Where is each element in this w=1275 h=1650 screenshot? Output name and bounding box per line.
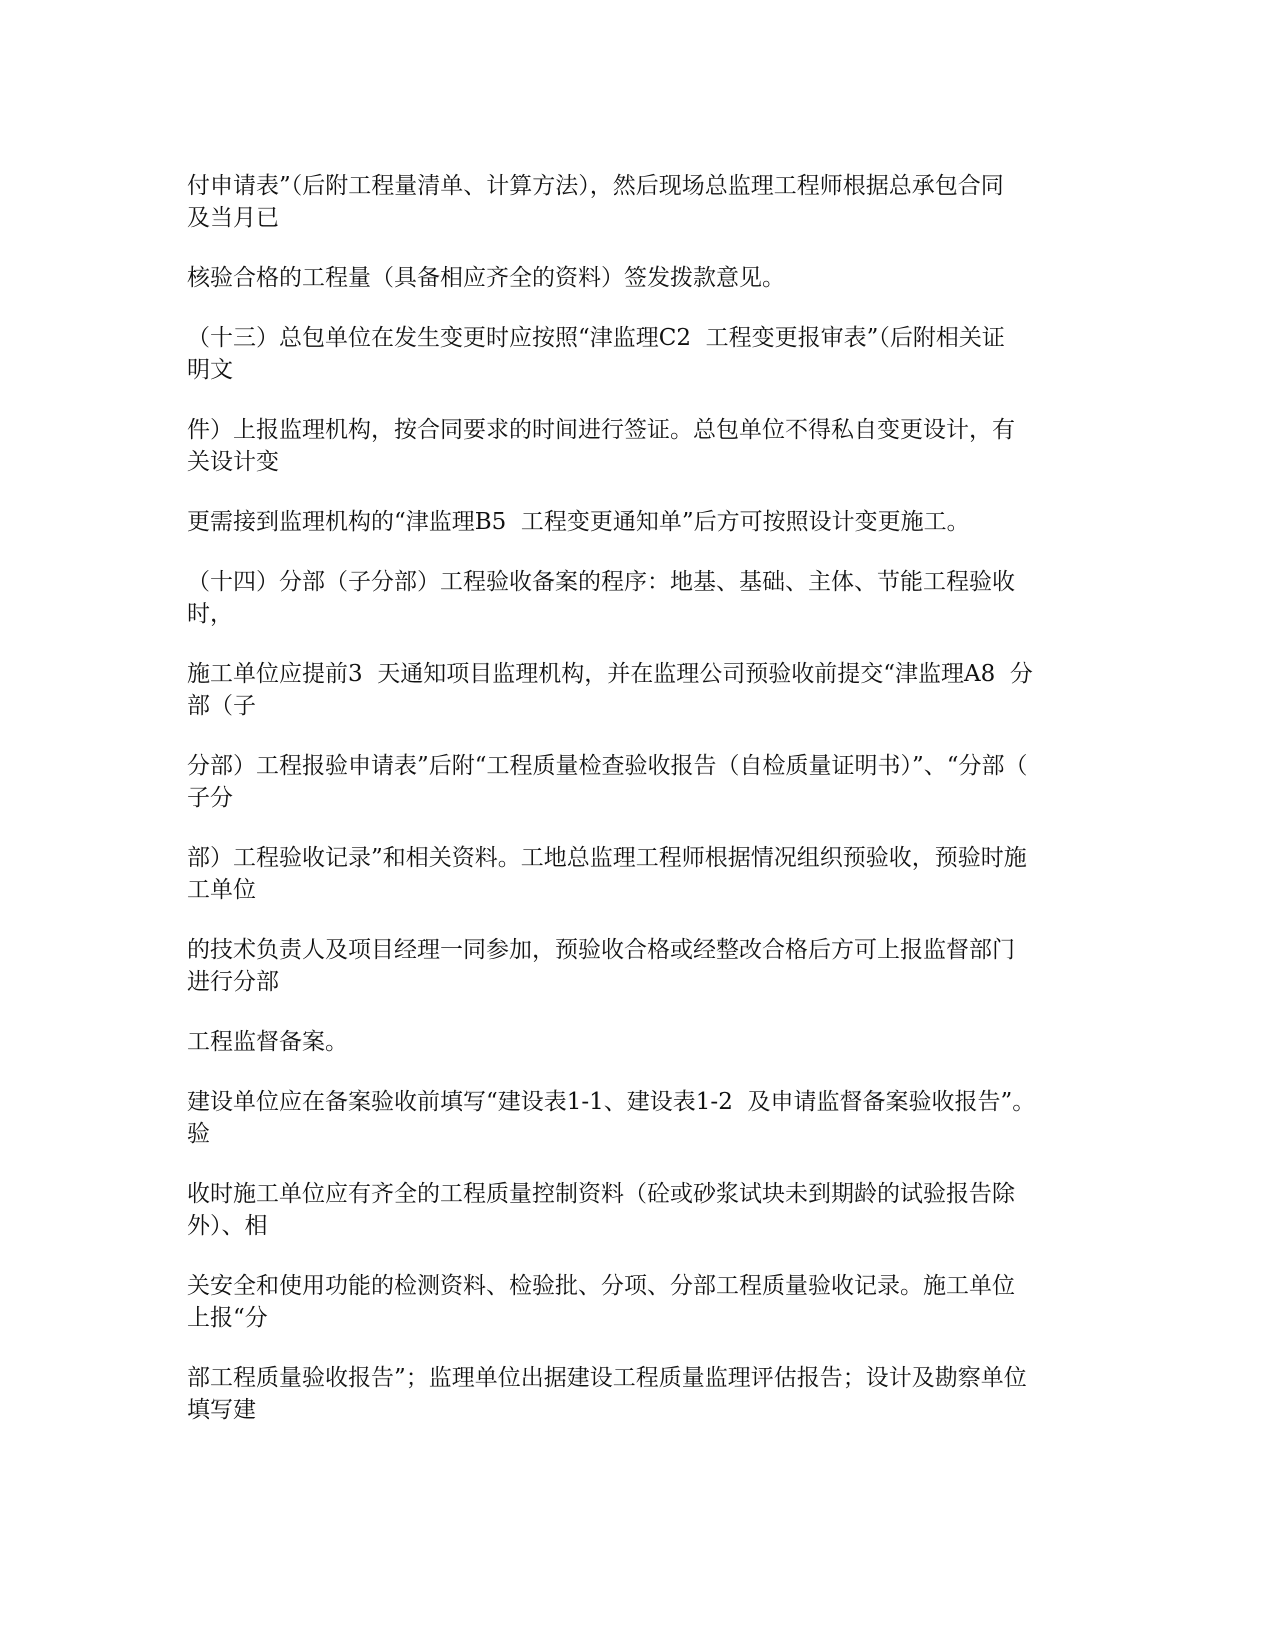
paragraph: [187, 322, 1087, 386]
paragraph: [187, 566, 1087, 630]
paragraph-line: 工程监督备案。: [187, 1029, 348, 1055]
paragraph-line: 进行分部: [187, 969, 279, 995]
paragraph-line: 付申请表”（后附工程量清单、计算方法），然后现场总监理工程师根据总承包合同: [187, 173, 1004, 199]
paragraph-line: 时，: [187, 601, 233, 627]
paragraph-line: 施工单位应提前3 天通知项目监理机构，并在监理公司预验收前提交“津监理A8 分: [187, 661, 1033, 687]
paragraph-line: 验: [187, 1121, 210, 1147]
paragraph-line: 关安全和使用功能的检测资料、检验批、分项、分部工程质量验收记录。施工单位: [187, 1273, 1015, 1299]
paragraph-line: 更需接到监理机构的“津监理B5 工程变更通知单”后方可按照设计变更施工。: [187, 509, 970, 535]
paragraph: [187, 750, 1087, 814]
document-body: [187, 170, 1087, 1454]
paragraph-line: 分部）工程报验申请表”后附“工程质量检查验收报告（自检质量证明书）”、“分部（: [187, 753, 1028, 779]
paragraph-line: 上报“分: [187, 1305, 268, 1331]
paragraph-line: 收时施工单位应有齐全的工程质量控制资料（砼或砂浆试块未到期龄的试验报告除: [187, 1181, 1015, 1207]
paragraph-line: 关设计变: [187, 449, 279, 475]
paragraph: [187, 1178, 1087, 1242]
paragraph: [187, 414, 1087, 478]
paragraph-line: 部）工程验收记录”和相关资料。工地总监理工程师根据情况组织预验收，预验时施: [187, 845, 1027, 871]
paragraph-line: 建设单位应在备案验收前填写“建设表1-1、建设表1-2 及申请监督备案验收报告”。: [187, 1089, 1036, 1115]
paragraph-line: 子分: [187, 785, 233, 811]
paragraph: [187, 934, 1087, 998]
paragraph-line: 填写建: [187, 1397, 256, 1423]
paragraph: [187, 842, 1087, 906]
paragraph-line: （十三）总包单位在发生变更时应按照“津监理C2 工程变更报审表”（后附相关证: [187, 325, 1005, 351]
paragraph: [187, 658, 1087, 722]
paragraph-line: 外）、相: [187, 1213, 268, 1239]
paragraph-line: 工单位: [187, 877, 256, 903]
paragraph: [187, 1086, 1087, 1150]
paragraph: [187, 1362, 1087, 1426]
paragraph-line: （十四）分部（子分部）工程验收备案的程序：地基、基础、主体、节能工程验收: [187, 569, 1015, 595]
paragraph-line: 及当月已: [187, 205, 279, 231]
paragraph-line: 核验合格的工程量（具备相应齐全的资料）签发拨款意见。: [187, 265, 785, 291]
paragraph-line: 部工程质量验收报告”；监理单位出据建设工程质量监理评估报告；设计及勘察单位: [187, 1365, 1027, 1391]
paragraph: [187, 1270, 1087, 1334]
paragraph-line: 明文: [187, 357, 233, 383]
paragraph: [187, 506, 1087, 538]
paragraph: [187, 170, 1087, 234]
paragraph-line: 的技术负责人及项目经理一同参加，预验收合格或经整改合格后方可上报监督部门: [187, 937, 1015, 963]
paragraph-line: 部（子: [187, 693, 256, 719]
paragraph-line: 件）上报监理机构，按合同要求的时间进行签证。总包单位不得私自变更设计，有: [187, 417, 1015, 443]
paragraph: [187, 262, 1087, 294]
paragraph: [187, 1026, 1087, 1058]
